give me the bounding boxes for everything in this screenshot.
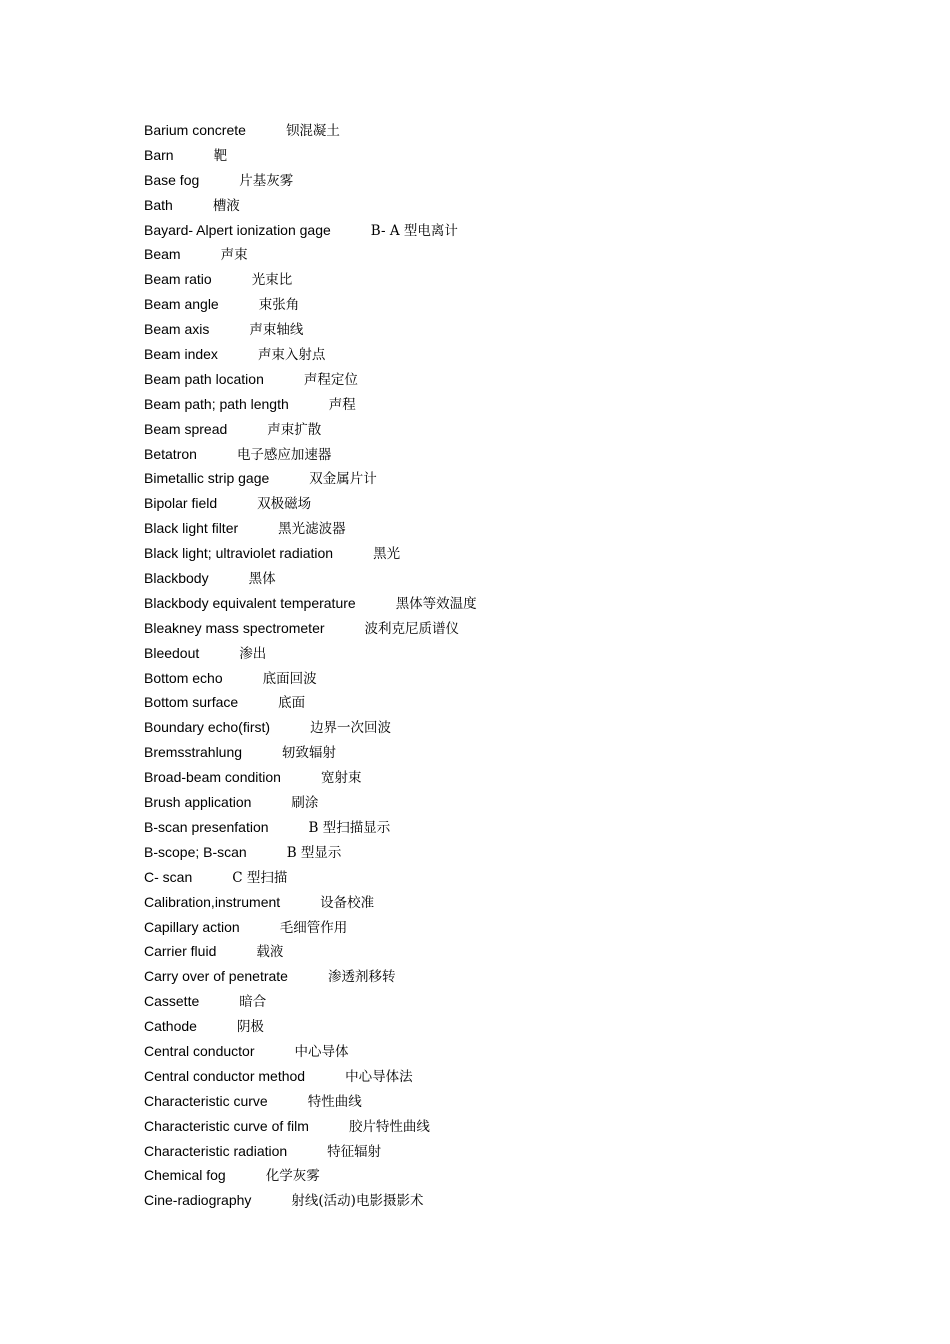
term-english: Barn [144,146,174,163]
term-english: Bottom echo [144,669,223,686]
glossary-list [144,118,844,1213]
term-chinese: B- A 型电离计 [370,222,458,239]
glossary-entry [144,790,844,815]
glossary-entry [144,193,844,218]
term-chinese: 电子感应加速器 [236,446,332,463]
term-chinese: 槽液 [212,197,240,214]
term-chinese: 底面 [278,695,306,712]
term-english: Central conductor [144,1042,255,1059]
term-english: Calibration,instrument [144,893,281,910]
term-chinese: 声束轴线 [249,322,304,339]
term-chinese: 化学灰雾 [265,1168,320,1185]
term-english: Barium concrete [144,122,246,138]
term-english: Bremsstrahlung [144,744,243,761]
term-english: Brush application [144,794,252,811]
term-chinese: 黑光 [373,546,401,563]
term-chinese: 载液 [256,944,284,961]
term-english: Cassette [144,993,200,1010]
glossary-entry [144,267,844,292]
glossary-entry [144,964,844,989]
term-english: Betatron [144,445,197,462]
glossary-entry [144,1064,844,1089]
term-chinese: 特性曲线 [307,1093,362,1110]
glossary-entry [144,392,844,417]
glossary-entry [144,765,844,790]
glossary-entry [144,1188,844,1213]
glossary-entry [144,541,844,566]
term-chinese: 声束入射点 [257,347,326,364]
term-english: Bimetallic strip gage [144,470,270,487]
term-chinese: 黑体 [248,571,276,588]
term-chinese: C 型扫描 [232,869,288,886]
term-english: Bayard- Alpert ionization gage [144,221,331,238]
glossary-entry [144,442,844,467]
glossary-entry [144,218,844,243]
term-english: Broad-beam condition [144,769,281,786]
glossary-entry [144,168,844,193]
glossary-entry [144,516,844,541]
term-english: Central conductor method [144,1067,306,1084]
term-chinese: 特征辐射 [327,1143,382,1160]
term-chinese: 中心导体 [294,1043,349,1060]
term-english: Beam path; path length [144,395,289,412]
term-chinese: 黑体等效温度 [395,595,477,612]
glossary-entry [144,840,844,865]
term-english: Chemical fog [144,1167,226,1184]
glossary-entry [144,367,844,392]
term-chinese: 渗透剂移转 [327,969,396,986]
term-english: Boundary echo(first) [144,719,271,736]
term-chinese: 底面回波 [262,670,317,687]
term-english: Beam angle [144,296,219,313]
term-chinese: 波利克尼质谱仪 [364,620,460,637]
term-english: Bath [144,196,173,213]
glossary-entry [144,1039,844,1064]
term-english: Base fog [144,171,200,188]
glossary-entry [144,417,844,442]
term-chinese: 声程定位 [303,371,358,388]
term-chinese: 声束扩散 [267,421,322,438]
term-english: B-scope; B-scan [144,843,247,860]
term-chinese: 渗出 [239,645,267,662]
term-chinese: 暗合 [239,994,267,1011]
term-english: Cine-radiography [144,1192,252,1209]
term-english: Bleedout [144,644,200,661]
term-chinese: 中心导体法 [345,1068,413,1085]
term-english: B-scan presenfation [144,818,269,835]
glossary-entry [144,292,844,317]
glossary-entry [144,491,844,516]
glossary-entry [144,466,844,491]
term-english: Beam axis [144,321,210,338]
term-chinese: 射线(活动)电影摄影术 [291,1193,424,1210]
term-english: Bottom surface [144,694,239,711]
term-english: Characteristic radiation [144,1142,288,1159]
term-chinese: B 型显示 [286,844,342,861]
term-english: Characteristic curve of film [144,1117,309,1134]
term-english: Carry over of penetrate [144,968,288,985]
term-chinese: 刷涂 [291,795,319,812]
glossary-entry [144,915,844,940]
glossary-entry [144,118,844,143]
glossary-entry [144,666,844,691]
term-english: Capillary action [144,918,240,935]
term-english: Characteristic curve [144,1092,268,1109]
term-chinese: 双金属片计 [309,471,377,488]
term-chinese: 黑光滤波器 [278,521,346,538]
term-chinese: 声束 [220,247,248,264]
term-english: Bipolar field [144,495,218,512]
term-chinese: 声程 [328,396,356,413]
glossary-entry [144,566,844,591]
term-chinese: 束张角 [258,297,300,314]
term-english: Blackbody equivalent temperature [144,594,356,611]
glossary-entry [144,715,844,740]
term-english: Beam path location [144,370,264,387]
term-chinese: 钡混凝土 [285,123,340,139]
glossary-entry [144,1139,844,1164]
term-chinese: 双极磁场 [257,496,312,513]
glossary-entry [144,815,844,840]
glossary-entry [144,616,844,641]
glossary-entry [144,890,844,915]
term-english: Black light; ultraviolet radiation [144,545,334,562]
term-chinese: 设备校准 [320,894,375,911]
glossary-entry [144,1114,844,1139]
term-chinese: 毛细管作用 [279,919,348,936]
term-chinese: 宽射束 [320,770,362,787]
term-english: Cathode [144,1018,197,1035]
glossary-entry [144,591,844,616]
glossary-entry [144,740,844,765]
glossary-entry [144,143,844,168]
glossary-entry [144,242,844,267]
term-chinese: 片基灰雾 [239,172,294,189]
glossary-entry [144,1014,844,1039]
term-english: Beam [144,246,181,263]
term-english: Black light filter [144,520,239,537]
glossary-entry [144,690,844,715]
term-english: C- scan [144,868,193,885]
term-chinese: 阴极 [236,1019,264,1036]
term-english: Beam ratio [144,271,212,288]
term-chinese: 边界一次回波 [310,720,392,737]
glossary-entry [144,1163,844,1188]
term-chinese: 胶片特性曲线 [348,1118,430,1135]
term-english: Carrier fluid [144,943,217,960]
glossary-entry [144,641,844,666]
glossary-entry [144,865,844,890]
glossary-entry [144,1089,844,1114]
glossary-entry [144,342,844,367]
term-chinese: 光束比 [251,272,293,289]
term-chinese: 靶 [213,147,228,164]
term-english: Bleakney mass spectrometer [144,619,325,636]
glossary-entry [144,317,844,342]
glossary-entry [144,939,844,964]
term-english: Beam index [144,346,218,363]
glossary-entry [144,989,844,1014]
term-english: Blackbody [144,570,209,587]
term-chinese: B 型扫描显示 [308,819,391,836]
term-chinese: 轫致辐射 [282,745,337,762]
term-english: Beam spread [144,420,228,437]
